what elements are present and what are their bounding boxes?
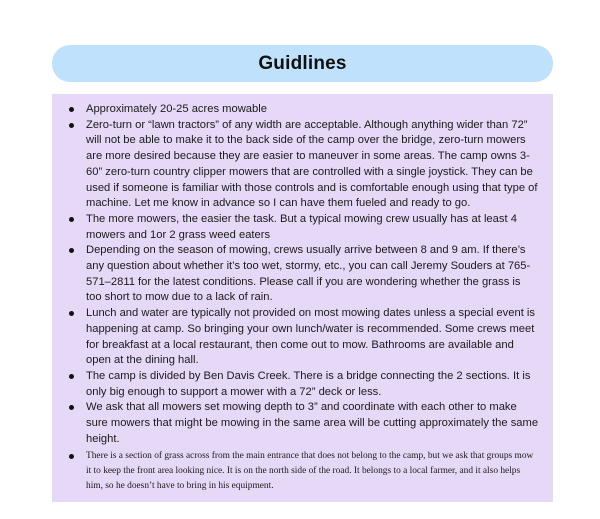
bullet-icon: [69, 217, 74, 222]
list-item-text: Approximately 20-25 acres mowable: [86, 103, 267, 115]
bullet-icon: [69, 454, 74, 459]
list-item-text: Zero-turn or “lawn tractors” of any width are acceptable. Although anything wider than 72” will not be able to make it to the back side of the camp over the bridge, zero-turn mowers are more desired because they are easier to maneuver in some areas. The camp owns 3-60” zero-turn country clipper mowers that are controlled with a single joystick. They can be used if someone is familiar with those controls and is comfortable enough using that type of machine. Let me know in advance so I can have them fueled and ready to go.: [86, 118, 538, 210]
list-item: [66, 212, 539, 243]
list-item-text: The more mowers, the easier the task. But a typical mowing crew usually has at least 4 mowers and 1or 2 grass weed eaters: [86, 212, 517, 241]
list-item: [66, 102, 539, 118]
list-item: [66, 449, 539, 494]
title-banner: [52, 45, 553, 82]
guidelines-box: [52, 94, 553, 502]
list-item-text: The camp is divided by Ben Davis Creek. There is a bridge connecting the 2 sections. It is only big enough to support a mower with a 72” deck or less.: [86, 369, 531, 398]
list-item-text: There is a section of grass across from the main entrance that does not belong to the camp, but we ask that groups mow it to keep the front area looking nice. It is on the north side of the road. It belongs to a local farmer, and it also helps him, so he doesn’t have to bring in his equipment.: [86, 451, 534, 492]
guidelines-list: [66, 102, 539, 494]
bullet-icon: [69, 123, 74, 128]
bullet-icon: [69, 311, 74, 316]
bullet-icon: [69, 374, 74, 379]
list-item: [66, 118, 539, 212]
bullet-icon: [69, 248, 74, 253]
list-item-text: We ask that all mowers set mowing depth to 3” and coordinate with each other to make sure mowers that might be mowing in the same area will be cutting approximately the same height.: [86, 401, 539, 445]
page-title: Guidlines: [258, 52, 347, 74]
bullet-icon: [69, 107, 74, 112]
list-item-text: Depending on the season of mowing, crews usually arrive between 8 and 9 am. If there’s any question about whether it’s too wet, stormy, etc., you can call Jeremy Souders at 765-571–2811 for the latest conditions. Please call if you are wondering whether the grass is too short to mow due to a lack of rain.: [86, 244, 531, 304]
bullet-icon: [69, 405, 74, 410]
list-item: [66, 400, 539, 447]
list-item: [66, 306, 539, 369]
list-item: [66, 243, 539, 306]
list-item-text: Lunch and water are typically not provided on most mowing dates unless a special event is happening at camp. So bringing your own lunch/water is recommended. Some crews meet for breakfast at a local restaurant, then come out to mow. Bathrooms are available and open at the dining hall.: [86, 307, 535, 367]
list-item: [66, 369, 539, 400]
